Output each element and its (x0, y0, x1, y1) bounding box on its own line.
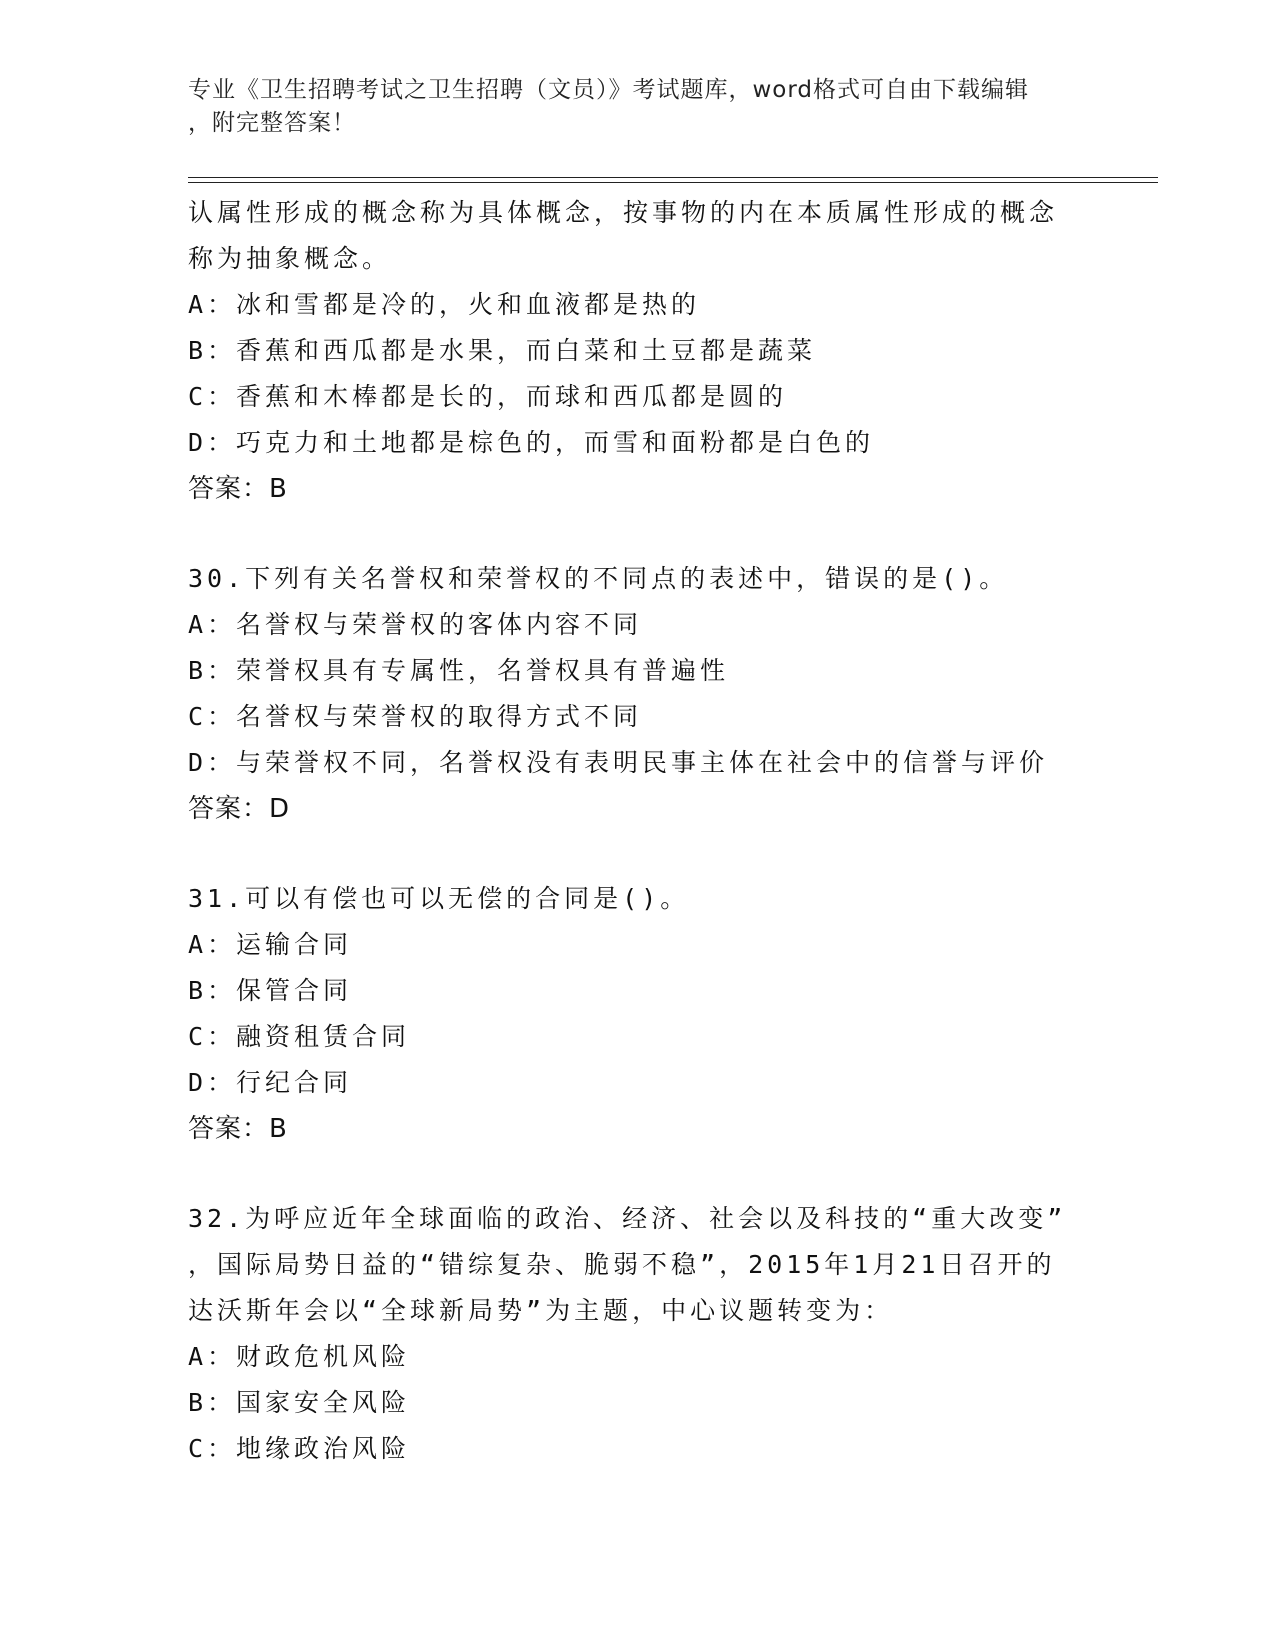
question-stem-line: 达沃斯年会以“全球新局势”为主题，中心议题转变为： (188, 1296, 894, 1325)
option-c: C：融资租赁合同 (188, 1022, 411, 1051)
option-d: D：与荣誉权不同，名誉权没有表明民事主体在社会中的信誉与评价 (188, 748, 1049, 777)
question-block (188, 556, 1188, 832)
option-b: B：荣誉权具有专属性，名誉权具有普遍性 (188, 656, 730, 685)
option-c: C：地缘政治风险 (188, 1434, 411, 1463)
question-block (188, 876, 1188, 1152)
question-stem-line: 30.下列有关名誉权和荣誉权的不同点的表述中，错误的是()。 (188, 564, 1009, 593)
option-a: A：运输合同 (188, 930, 353, 959)
question-stem-line: 称为抽象概念。 (188, 244, 392, 273)
option-b: B：香蕉和西瓜都是水果，而白菜和土豆都是蔬菜 (188, 336, 817, 365)
option-c: C：香蕉和木棒都是长的，而球和西瓜都是圆的 (188, 382, 788, 411)
option-d: D：行纪合同 (188, 1068, 353, 1097)
header-divider (188, 177, 1158, 183)
option-b: B：保管合同 (188, 976, 353, 1005)
document-body (188, 190, 1188, 1472)
question-stem-line: 32.为呼应近年全球面临的政治、经济、社会以及科技的“重大改变” (188, 1204, 1067, 1233)
option-b: B：国家安全风险 (188, 1388, 411, 1417)
question-stem-line: 31.可以有偿也可以无偿的合同是()。 (188, 884, 690, 913)
option-a: A：冰和雪都是冷的，火和血液都是热的 (188, 290, 701, 319)
option-c: C：名誉权与荣誉权的取得方式不同 (188, 702, 643, 731)
option-d: D：巧克力和土地都是棕色的，而雪和面粉都是白色的 (188, 428, 875, 457)
answer-line: 答案：D (188, 794, 291, 824)
question-stem-line: 认属性形成的概念称为具体概念，按事物的内在本质属性形成的概念 (188, 198, 1059, 227)
question-block (188, 190, 1188, 512)
option-a: A：财政危机风险 (188, 1342, 411, 1371)
question-stem-line: ，国际局势日益的“错综复杂、脆弱不稳”，2015年1月21日召开的 (188, 1250, 1056, 1279)
answer-line: 答案：B (188, 1114, 288, 1144)
header-line: 专业《卫生招聘考试之卫生招聘（文员）》考试题库，word格式可自由下载编辑 (188, 77, 1030, 103)
answer-line: 答案：B (188, 474, 288, 504)
question-block (188, 1196, 1188, 1472)
header-line: ，附完整答案！ (188, 110, 356, 136)
option-a: A：名誉权与荣誉权的客体内容不同 (188, 610, 643, 639)
document-header (188, 74, 1088, 140)
